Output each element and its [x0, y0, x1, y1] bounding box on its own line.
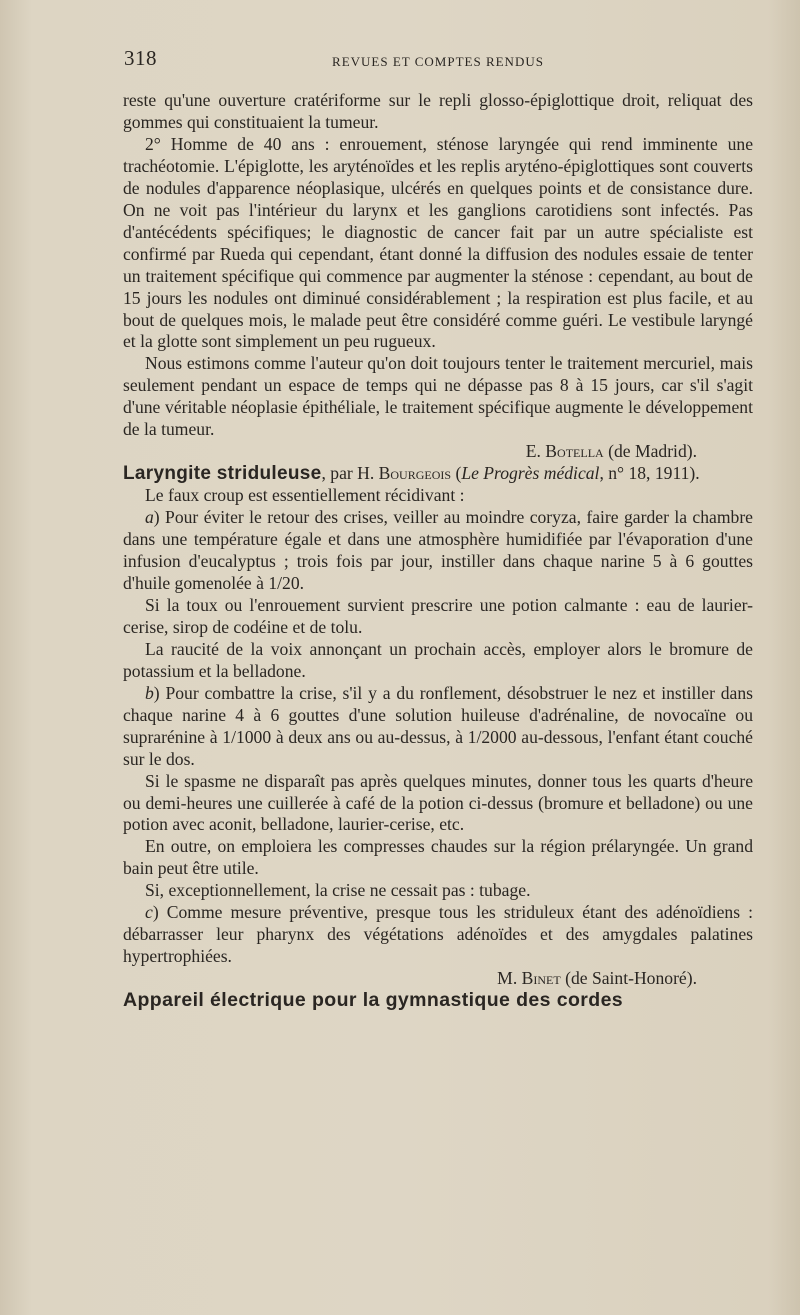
paragraph-tubage: Si, exceptionnellement, la crise ne cessait pas : tubage.	[145, 880, 531, 901]
paragraph-c	[123, 902, 753, 968]
page-number: 318	[124, 46, 157, 70]
paragraph-raucite: La raucité de la voix annonçant un prochain accès, employer alors le bromure de potassium et la belladone.	[123, 638, 753, 681]
signature-initial: E.	[525, 441, 546, 462]
item-text-c: ) Comme mesure préventive, presque tous les striduleux étant des adénoïdiens : débarrasser leur pharynx des végétations adénoïdes et des amygdales palatines hypertrophiées.	[123, 902, 753, 967]
article-title: Laryngite striduleuse	[123, 463, 322, 485]
article-ref-open: (	[451, 463, 462, 484]
paragraph-commentary: Nous estimons comme l'auteur qu'on doit toujours tenter le traitement mercuriel, mais seulement pendant un espace de temps qui ne dépasse pas 8 à 15 jours, car s'il s'agit d'une véritable néoplasie épithéliale, le traitement spécifique augmente le développement de la tumeur.	[123, 353, 753, 440]
paragraph-toux: Si la toux ou l'enrouement survient prescrire une potion calmante : eau de laurier-cerise, sirop de codéine et de tolu.	[123, 594, 753, 637]
article-by: , par H.	[321, 463, 379, 484]
paragraph-intro: Le faux croup est essentiellement récidivant :	[145, 485, 465, 506]
signature-name: Binet	[521, 968, 561, 989]
signature-place: (de Madrid).	[603, 441, 697, 462]
article-title-line	[123, 463, 753, 485]
paragraph-compresses: En outre, on emploiera les compresses chaudes sur la région prélaryngée. Un grand bain peut être utile.	[123, 836, 753, 879]
body-text	[123, 90, 753, 1012]
signature-botella	[123, 441, 753, 463]
article-ref-close: , n° 18, 1911).	[599, 463, 700, 484]
signature-name: Botella	[545, 441, 604, 462]
article-author: Bourgeois	[378, 463, 452, 484]
item-label-c: c	[145, 902, 153, 923]
paragraph-case-2: 2° Homme de 40 ans : enrouement, sténose laryngée qui rend imminente une trachéotomie. L'épiglotte, les aryténoïdes et les replis aryténo-épiglottiques sont couverts de nodules d'apparence néoplasique, ulcérés en quelques points et de consistance dure. On ne voit pas l'intérieur du larynx et les ganglions carotidiens sont infectés. Pas d'antécédents spécifiques; le diagnostic de cancer fait par un autre spécialiste est confirmé par Rueda qui cependant, étant donné la diffusion des nodules essaie de tenter un traitement spécifique qui commence par augmenter la sténose : cependant, au bout de 15 jours les nodules ont diminué considérablement ; la respiration est plus facile, et au bout de quelques mois, le malade peut être considéré comme guéri. Le vestibule laryngé et la glotte sont simplement un peu rugueux.	[123, 133, 753, 352]
paragraph-b	[123, 683, 753, 771]
item-label-b: b	[145, 682, 154, 703]
page-header	[124, 46, 752, 76]
next-article-heading: Appareil électrique pour la gymnastique des cordes	[123, 989, 624, 1012]
article-journal: Le Progrès médical	[461, 463, 600, 484]
signature-binet	[123, 968, 753, 990]
paragraph-spasme: Si le spasme ne disparaît pas après quelques minutes, donner tous les quarts d'heure ou demi-heures une cuillerée à café de la potion ci-dessus (bromure et belladone) ou une potion avec aconit, belladone, laurier-cerise, etc.	[123, 770, 753, 835]
running-title: REVUES ET COMPTES RENDUS	[332, 54, 544, 69]
signature-initial: M.	[497, 968, 522, 989]
signature-place: (de Saint-Honoré).	[560, 968, 697, 989]
item-text-a: ) Pour éviter le retour des crises, veiller au moindre coryza, faire garder la chambre dans une température égale et dans une atmosphère humidifiée par l'évaporation d'une infusion d'eucalyptus ; trois fois par jour, instiller dans chaque narine 5 à 6 gouttes d'huile gomenolée à 1/20.	[123, 507, 753, 593]
item-text-b: ) Pour combattre la crise, s'il y a du ronflement, désobstruer le nez et instiller dans chaque narine 4 à 6 gouttes d'une solution huileuse d'adrénaline, de novocaïne ou suprarénine à 1/1000 à deux ans ou au-dessus, à 1/2000 au-dessous, l'enfant étant couché sur le dos.	[123, 682, 753, 769]
item-label-a: a	[145, 507, 154, 528]
paragraph-continued: reste qu'une ouverture cratériforme sur le repli glosso-épiglottique droit, reliquat des gommes qui constituaient la tumeur.	[123, 90, 753, 132]
paragraph-a	[123, 507, 753, 595]
